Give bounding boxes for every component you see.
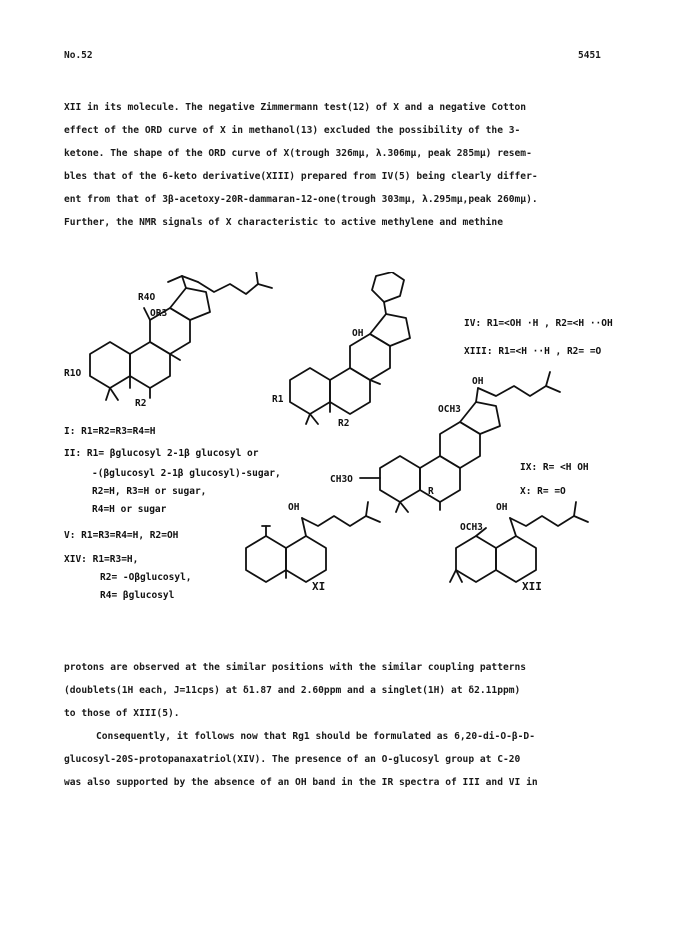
label-r1o: R1O [64,368,82,379]
label-xii: XII [522,580,542,593]
structure-oxide-steroid [290,272,410,424]
structure-xi [246,502,380,582]
structure-protopanaxatriol [90,272,272,400]
label-or3: OR3 [150,308,168,319]
def-ii-r2: R2=H, R3=H or sugar, [92,486,207,497]
paragraph-bottom [64,656,620,794]
def-i: I: R1=R2=R3=R4=H [64,426,156,437]
text-line: ent from that of 3β-acetoxy-20R-dammaran-12-one(trough 303mμ, λ.295mμ,peak 260mμ). [64,194,538,205]
label-r-right: R [428,486,434,497]
text-line: ketone. The shape of the ORD curve of X(trough 326mμ, λ.306mμ, peak 285mμ) resem- [64,148,532,159]
page-number: 5451 [578,50,601,61]
label-oh-right: OH [472,376,484,387]
paragraph-top [64,96,620,234]
label-r4o: R4O [138,292,156,303]
def-xiv-r2: R2= -Oβglucosyl, [100,572,192,583]
def-v: V: R1=R3=R4=H, R2=OH [64,530,179,541]
def-iv: IV: R1=<OH ·H , R2=<H ··OH [464,318,613,329]
def-xiv: XIV: R1=R3=H, [64,554,139,565]
label-xi: XI [312,580,326,593]
text-line: protons are observed at the similar positions with the similar coupling patterns [64,662,527,673]
def-ix: IX: R= <H OH [520,462,589,473]
text-line: was also supported by the absence of an OH band in the IR spectra of III and VI in [64,777,538,788]
label-oh-mid: OH [352,328,364,339]
label-oh-xii: OH [496,502,508,513]
chemical-structures-figure [0,272,680,632]
text-line: bles that of the 6-keto derivative(XIII) prepared from IV(5) being clearly differ- [64,171,538,182]
def-xiii: XIII: R1=<H ··H , R2= =O [464,346,602,357]
label-ch3o: CH3O [330,474,353,485]
text-line: (doublets(1H each, J=11cps) at δ1.87 and 2.60ppm and a singlet(1H) at δ2.11ppm) [64,685,521,696]
text-line: Consequently, it follows now that Rg1 should be formulated as 6,20-di-O-β-D- [96,731,535,742]
label-r1-mid: R1 [272,394,284,405]
text-line: Further, the NMR signals of X characteristic to active methylene and methine [64,217,503,228]
def-x: X: R= =O [520,486,566,497]
def-ii: II: R1= βglucosyl 2-1β glucosyl or [64,448,259,459]
label-och3-right: OCH3 [438,404,461,415]
label-oh-xi: OH [288,502,300,513]
def-xiv-r4: R4= βglucosyl [100,590,175,601]
label-och3-xii: OCH3 [460,522,483,533]
def-ii-r4: R4=H or sugar [92,504,167,515]
text-line: effect of the ORD curve of X in methanol(13) excluded the possibility of the 3- [64,125,521,136]
label-r2-mid: R2 [338,418,350,429]
text-line: XII in its molecule. The negative Zimmermann test(12) of X and a negative Cotton [64,102,527,113]
structure-xii [450,502,588,582]
text-line: to those of XIII(5). [64,708,180,719]
label-r2: R2 [135,398,147,409]
def-ii-cont: -(βglucosyl 2-1β glucosyl)-sugar, [92,468,281,479]
text-line: glucosyl-20S-protopanaxatriol(XIV). The presence of an O-glucosyl group at C-20 [64,754,521,765]
journal-number: No.52 [64,50,93,61]
